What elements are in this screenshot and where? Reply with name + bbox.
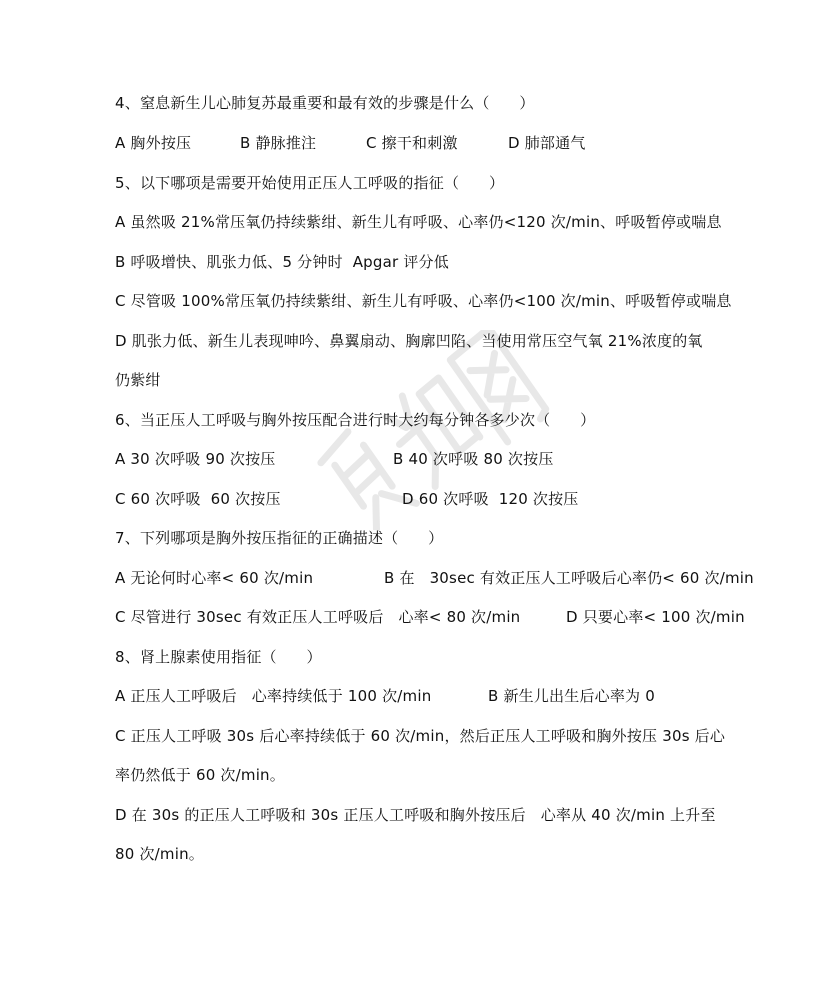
q5-option-b: B 呼吸增快、肌张力低、5 分钟时 Apgar 评分低 bbox=[115, 253, 449, 271]
q5-option-d-line2: 仍紫绀 bbox=[115, 371, 161, 389]
question-5: 5、以下哪项是需要开始使用正压人工呼吸的指征（ ） bbox=[115, 174, 505, 192]
q6-option-d: D 60 次呼吸 120 次按压 bbox=[402, 490, 579, 508]
q8-option-d-line1: D 在 30s 的正压人工呼吸和 30s 正压人工呼吸和胸外按压后 心率从 40 次/min 上升至 bbox=[115, 806, 716, 824]
q7-option-d: D 只要心率< 100 次/min bbox=[566, 608, 745, 626]
question-7: 7、下列哪项是胸外按压指征的正确描述（ ） bbox=[115, 529, 444, 547]
q6-option-c: C 60 次呼吸 60 次按压 bbox=[115, 490, 281, 508]
q5-option-c: C 尽管吸 100%常压氧仍持续紫绀、新生儿有呼吸、心率仍<100 次/min、呼吸暂停或喘息 bbox=[115, 292, 732, 310]
q8-option-c-line2: 率仍然低于 60 次/min。 bbox=[115, 766, 285, 784]
q4-option-c: C 擦干和刺激 bbox=[366, 134, 458, 152]
q7-option-c: C 尽管进行 30sec 有效正压人工呼吸后 心率< 80 次/min bbox=[115, 608, 521, 626]
q8-option-b: B 新生儿出生后心率为 0 bbox=[488, 687, 655, 705]
q7-option-b: B 在 30sec 有效正压人工呼吸后心率仍< 60 次/min bbox=[384, 569, 754, 587]
q8-option-c-line1: C 正压人工呼吸 30s 后心率持续低于 60 次/min，然后正压人工呼吸和胸外按压 30s 后心 bbox=[115, 727, 726, 745]
q5-option-d-line1: D 肌张力低、新生儿表现呻吟、鼻翼扇动、胸廓凹陷、当使用常压空气氧 21%浓度的氧 bbox=[115, 332, 703, 350]
question-6: 6、当正压人工呼吸与胸外按压配合进行时大约每分钟各多少次（ ） bbox=[115, 411, 596, 429]
q7-option-a: A 无论何时心率< 60 次/min bbox=[115, 569, 314, 587]
q8-option-d-line2: 80 次/min。 bbox=[115, 845, 204, 863]
q8-option-a: A 正压人工呼吸后 心率持续低于 100 次/min bbox=[115, 687, 432, 705]
q4-option-d: D 肺部通气 bbox=[508, 134, 586, 152]
q6-option-a: A 30 次呼吸 90 次按压 bbox=[115, 450, 276, 468]
q5-option-a: A 虽然吸 21%常压氧仍持续紫绀、新生儿有呼吸、心率仍<120 次/min、呼吸暂停或喘息 bbox=[115, 213, 722, 231]
question-8: 8、肾上腺素使用指征（ ） bbox=[115, 648, 322, 666]
question-4: 4、窒息新生儿心肺复苏最重要和最有效的步骤是什么（ ） bbox=[115, 94, 535, 112]
q6-option-b: B 40 次呼吸 80 次按压 bbox=[393, 450, 554, 468]
q4-option-a: A 胸外按压 bbox=[115, 134, 192, 152]
q4-option-b: B 静脉推注 bbox=[240, 134, 317, 152]
